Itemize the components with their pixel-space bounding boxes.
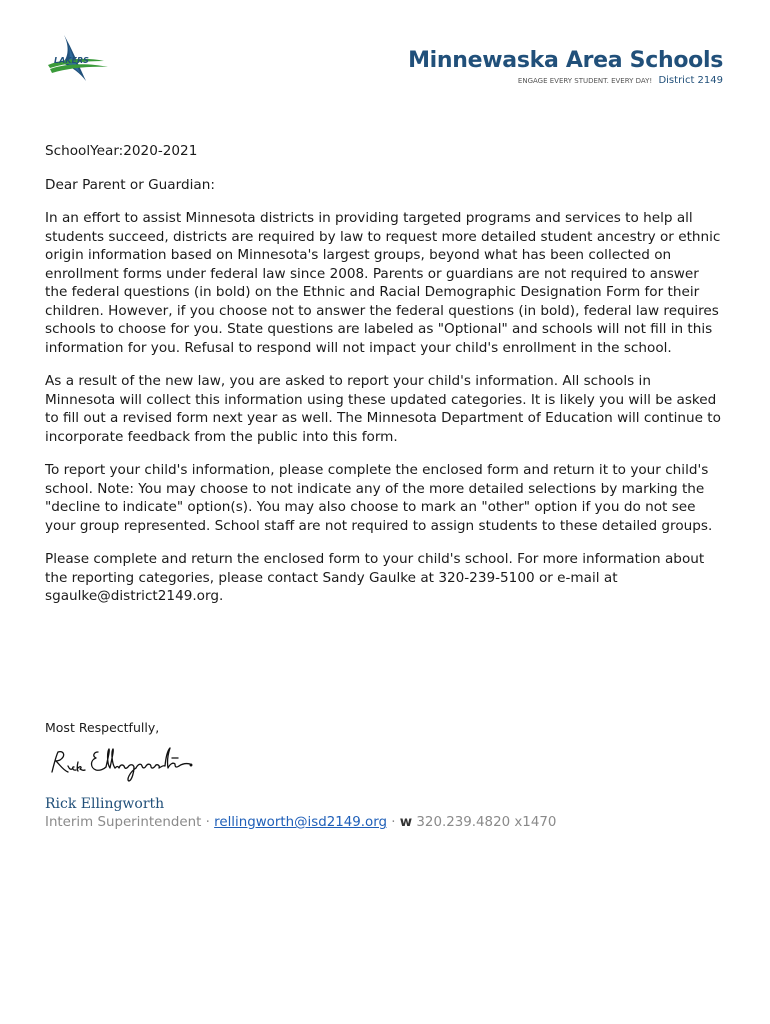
signer-title: Interim Superintendent — [45, 815, 202, 830]
signer-email-link[interactable]: rellingworth@isd2149.org — [214, 815, 387, 830]
district-name: Minnewaska Area Schools — [408, 48, 723, 73]
district-tagline — [408, 75, 723, 87]
handwritten-signature — [46, 744, 206, 784]
signer-name: Rick Ellingworth — [45, 796, 165, 812]
signer-info — [45, 815, 556, 830]
paragraph-2: As a result of the new law, you are asked to report your child's information. All schools in Minnesota will collect this information using these updated categories. It is likely you will be asked to fill out a revised form next year as well. The Minnesota Department of Education will continue to incorporate feedback from the public into this form. — [45, 373, 721, 445]
paragraph-1: In an effort to assist Minnesota districts in providing targeted programs and services to help all students succeed, districts are required by law to request more detailed student ancestry or ethnic origin information based on Minnesota's largest groups, beyond what has been collected on enrollment forms under federal law since 2008. Parents or guardians are not required to answer the federal questions (in bold) on the Ethnic and Racial Demographic Designation Form for their children. However, if you choose not to answer the federal questions (in bold), federal law requires schools to choose for you. State questions are labeled as "Optional" and schools will not fill in this information for you. Refusal to respond will not impact your child's enrollment in the school. — [45, 210, 721, 356]
district-header — [408, 48, 723, 87]
svg-text:LAKERS: LAKERS — [54, 56, 89, 65]
school-year: SchoolYear:2020-2021 — [45, 143, 198, 159]
tagline-text: ENGAGE EVERY STUDENT. EVERY DAY! — [517, 77, 653, 85]
separator: · — [387, 815, 400, 830]
paragraph-3: To report your child's information, please complete the enclosed form and return it to your child's school. Note: You may choose to not indicate any of the more detailed selections by marking the "decline to indicate" option(s). You may also choose to mark an "other" option if you do not see your group represented. School staff are not required to assign students to these detailed groups. — [45, 462, 713, 534]
signer-phone: 320.239.4820 x1470 — [412, 815, 557, 830]
closing: Most Respectfully, — [45, 720, 160, 735]
letter-body — [45, 142, 725, 621]
lakers-logo — [46, 33, 110, 85]
phone-label: w — [399, 815, 413, 830]
district-number: District 2149 — [658, 75, 723, 86]
separator: · — [201, 815, 215, 830]
greeting: Dear Parent or Guardian: — [45, 176, 215, 193]
paragraph-4: Please complete and return the enclosed form to your child's school. For more information about the reporting categories, please contact Sandy Gaulke at 320-239-5100 or e-mail at sgaulke@district2149.org. — [45, 551, 705, 604]
